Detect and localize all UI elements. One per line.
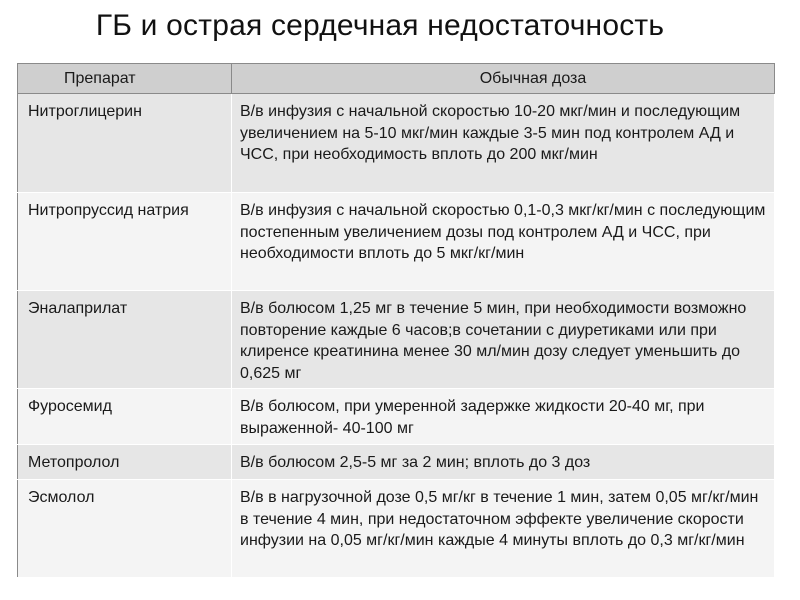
table-row	[18, 94, 775, 193]
dose-cell: В/в в нагрузочной дозе 0,5 мг/кг в течение 1 мин, затем 0,05 мг/кг/мин в течение 4 мин, при недостаточном эффекте увеличение скорости инфузии на 0,05 мг/кг/мин каждые 4 минуты вплоть до 0,3 мг/кг/мин	[232, 480, 775, 578]
dose-cell: В/в болюсом 1,25 мг в течение 5 мин, при необходимости возможно повторение каждые 6 часов;в сочетании с диуретиками или при клиренсе креатинина менее 30 мл/мин дозу следует уменьшить до 0,625 мг	[232, 291, 775, 389]
drug-name-cell: Эсмолол	[18, 480, 232, 578]
column-header-drug: Препарат	[18, 64, 232, 94]
dose-table-container	[17, 63, 774, 578]
table-row	[18, 389, 775, 445]
drug-name-cell: Нитроглицерин	[18, 94, 232, 193]
drug-name-cell: Фуросемид	[18, 389, 232, 445]
page-title-text: ГБ и острая сердечная недостаточность	[95, 9, 665, 42]
table-header-row	[18, 64, 775, 94]
table-row	[18, 291, 775, 389]
column-header-dose: Обычная доза	[232, 64, 775, 94]
drug-name-cell: Эналаприлат	[18, 291, 232, 389]
table-row	[18, 193, 775, 291]
table-row	[18, 480, 775, 578]
drug-name-cell: Нитропруссид натрия	[18, 193, 232, 291]
dose-cell: В/в болюсом, при умеренной задержке жидкости 20-40 мг, при выраженной- 40-100 мг	[232, 389, 775, 445]
dose-cell: В/в инфузия с начальной скоростью 10-20 мкг/мин и последующим увеличением на 5-10 мкг/мин каждые 3-5 мин под контролем АД и ЧСС, при необходимость вплоть до 200 мкг/мин	[232, 94, 775, 193]
drug-name-cell: Метопролол	[18, 445, 232, 480]
dose-cell: В/в болюсом 2,5-5 мг за 2 мин; вплоть до 3 доз	[232, 445, 775, 480]
dose-cell: В/в инфузия с начальной скоростью 0,1-0,3 мкг/кг/мин с последующим постепенным увеличением дозы под контролем АД и ЧСС, при необходимости вплоть до 5 мкг/кг/мин	[232, 193, 775, 291]
table-row	[18, 445, 775, 480]
page-title	[0, 8, 800, 44]
dose-table	[17, 63, 775, 578]
